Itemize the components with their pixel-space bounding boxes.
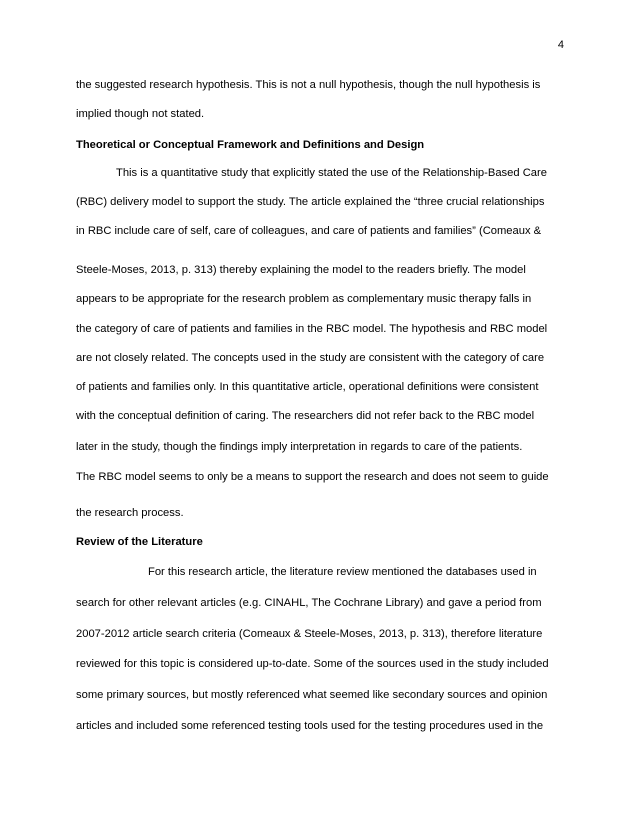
body-text-line: are not closely related. The concepts used in the study are consistent with the category of care (76, 352, 545, 364)
body-text-line: in RBC include care of self, care of colleagues, and care of patients and families” (Comeaux & (76, 225, 542, 237)
body-text-line: implied though not stated. (76, 108, 205, 120)
body-text-line: appears to be appropriate for the research problem as complementary music therapy falls in (76, 293, 532, 305)
section-heading-literature: Review of the Literature (76, 536, 203, 548)
body-text-line: Steele-Moses, 2013, p. 313) thereby explaining the model to the readers briefly. The model (76, 264, 526, 276)
body-text-line: of patients and families only. In this quantitative article, operational definitions were consistent (76, 381, 539, 393)
body-text-line: 2007-2012 article search criteria (Comeaux & Steele-Moses, 2013, p. 313), therefore literature (76, 628, 543, 640)
section-heading-framework: Theoretical or Conceptual Framework and Definitions and Design (76, 139, 425, 151)
body-text-line: with the conceptual definition of caring. The researchers did not refer back to the RBC model (76, 410, 535, 422)
body-text-line: the category of care of patients and families in the RBC model. The hypothesis and RBC model (76, 323, 548, 335)
body-text-line: some primary sources, but mostly referenced what seemed like secondary sources and opinion (76, 689, 548, 701)
body-text-line: (RBC) delivery model to support the study. The article explained the “three crucial relationships (76, 196, 545, 208)
body-text-line: reviewed for this topic is considered up-to-date. Some of the sources used in the study included (76, 658, 549, 670)
body-text-line: The RBC model seems to only be a means to support the research and does not seem to guide (76, 471, 549, 483)
body-text-line: later in the study, though the findings imply interpretation in regards to care of the patients. (76, 441, 523, 453)
page-number: 4 (557, 39, 564, 51)
body-text-line: search for other relevant articles (e.g. CINAHL, The Cochrane Library) and gave a period from (76, 597, 542, 609)
body-text-line: the suggested research hypothesis. This is not a null hypothesis, though the null hypothesis is (76, 79, 541, 91)
body-text-line: For this research article, the literature review mentioned the databases used in (148, 566, 537, 578)
body-text-line: articles and included some referenced testing tools used for the testing procedures used in the (76, 720, 544, 732)
body-text-line: This is a quantitative study that explicitly stated the use of the Relationship-Based Care (116, 167, 547, 179)
body-text-line: the research process. (76, 507, 184, 519)
